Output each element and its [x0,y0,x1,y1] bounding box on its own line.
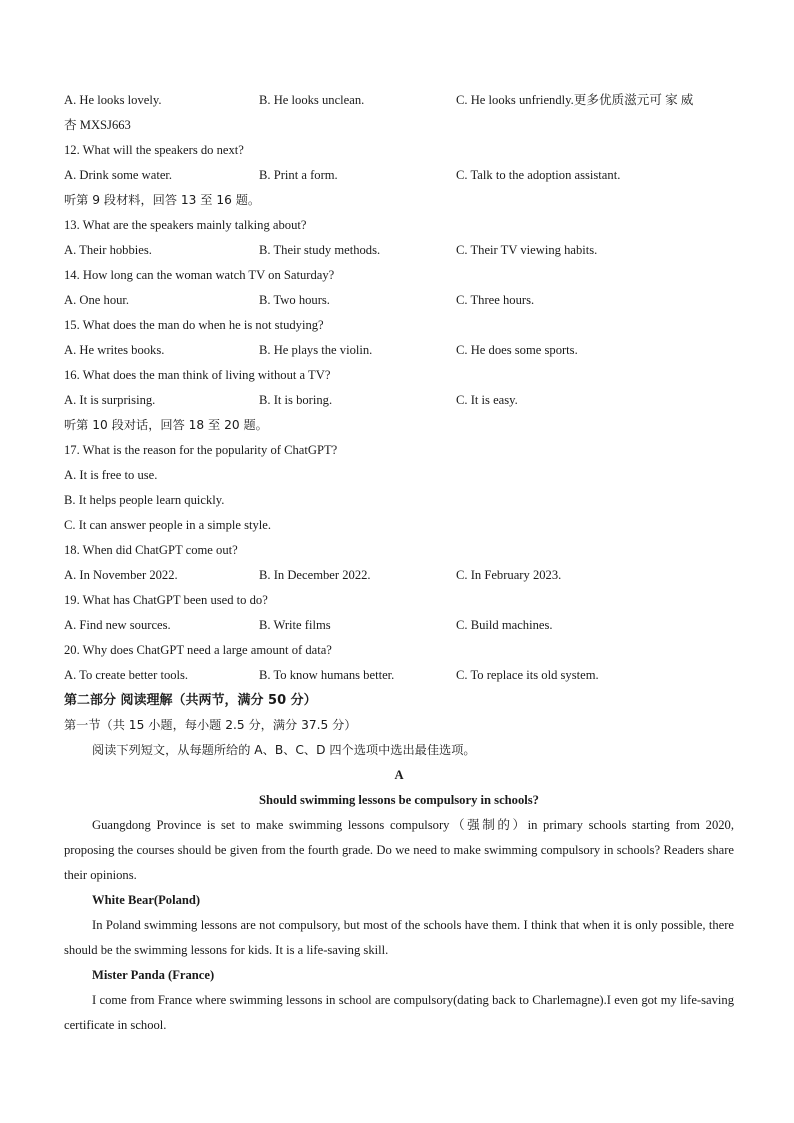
passage-a-intro: Guangdong Province is set to make swimming lessons compulsory（强制的）in primary schools starting from 2020, proposing the courses should be given from the fourth grade. Do we need to make swimming compulsory in schools? Readers share their opinions. [64,818,734,882]
q12-stem: 12. What will the speakers do next? [64,143,244,157]
q14-option-b: B. Two hours. [259,293,330,307]
q13-options [64,238,734,263]
q18-stem: 18. When did ChatGPT come out? [64,543,238,557]
q13-option-a: A. Their hobbies. [64,243,152,257]
reader2-text: I come from France where swimming lessons in school are compulsory(dating back to Charlemagne).I even got my life-saving certificate in school. [64,993,734,1032]
reader2-name: Mister Panda (France) [92,968,215,982]
q16-option-a: A. It is surprising. [64,393,156,407]
q13-option-c: C. Their TV viewing habits. [456,243,598,257]
q19-option-c: C. Build machines. [456,618,553,632]
part2-section1-heading: 第一节（共 15 小题，每小题 2.5 分，满分 37.5 分） [64,718,357,732]
q16-option-c: C. It is easy. [456,393,518,407]
q14-option-c: C. Three hours. [456,293,535,307]
instruction-segment-9: 听第 9 段材料，回答 13 至 16 题。 [64,193,261,207]
passage-a-title: Should swimming lessons be compulsory in schools? [259,793,539,807]
reader1-text: In Poland swimming lessons are not compulsory, but most of the schools have them. I think that when it is only possible, there should be the swimming lessons for kids. It is a life-saving skill. [64,918,734,957]
q17-option-c: C. It can answer people in a simple style. [64,518,272,532]
q16-option-b: B. It is boring. [259,393,333,407]
part2-title: 第二部分 阅读理解（共两节，满分 50 分） [64,693,317,708]
q20-option-b: B. To know humans better. [259,668,395,682]
q15-options [64,338,734,363]
q14-options [64,288,734,313]
q13-option-b: B. Their study methods. [259,243,381,257]
q20-option-a: A. To create better tools. [64,668,189,682]
q20-option-c: C. To replace its old system. [456,668,599,682]
q15-option-a: A. He writes books. [64,343,165,357]
q18-options [64,563,734,588]
q17-stem: 17. What is the reason for the popularity of ChatGPT? [64,443,338,457]
q12-options [64,163,734,188]
q19-stem: 19. What has ChatGPT been used to do? [64,593,268,607]
q18-option-a: A. In November 2022. [64,568,178,582]
q13-stem: 13. What are the speakers mainly talking about? [64,218,307,232]
q20-stem: 20. Why does ChatGPT need a large amount of data? [64,643,332,657]
q15-option-c: C. He does some sports. [456,343,578,357]
passage-a-letter: A [394,768,404,782]
q16-stem: 16. What does the man think of living without a TV? [64,368,331,382]
q20-options [64,663,734,688]
q14-option-a: A. One hour. [64,293,130,307]
q12-option-b: B. Print a form. [259,168,338,182]
q17-option-b: B. It helps people learn quickly. [64,493,225,507]
q12-option-a: A. Drink some water. [64,168,173,182]
q15-stem: 15. What does the man do when he is not studying? [64,318,324,332]
q19-options [64,613,734,638]
q19-option-b: B. Write films [259,618,331,632]
q11-option-b: B. He looks unclean. [259,93,365,107]
q12-option-c: C. Talk to the adoption assistant. [456,168,621,182]
q11-option-c: C. He looks unfriendly.更多优质滋元可 家 威 [456,93,694,107]
instruction-segment-10: 听第 10 段对话，回答 18 至 20 题。 [64,418,268,432]
q19-option-a: A. Find new sources. [64,618,171,632]
q18-option-b: B. In December 2022. [259,568,371,582]
q11-option-c-continuation: 杏 MXSJ663 [64,118,131,132]
exam-page [64,88,734,1038]
q18-option-c: C. In February 2023. [456,568,562,582]
q11-options [64,88,734,113]
q17-option-a: A. It is free to use. [64,468,158,482]
q11-option-a: A. He looks lovely. [64,93,162,107]
reader1-name: White Bear(Poland) [92,893,201,907]
q15-option-b: B. He plays the violin. [259,343,373,357]
q16-options [64,388,734,413]
q14-stem: 14. How long can the woman watch TV on Saturday? [64,268,335,282]
part2-directions: 阅读下列短文，从每题所给的 A、B、C、D 四个选项中选出最佳选项。 [92,743,476,757]
